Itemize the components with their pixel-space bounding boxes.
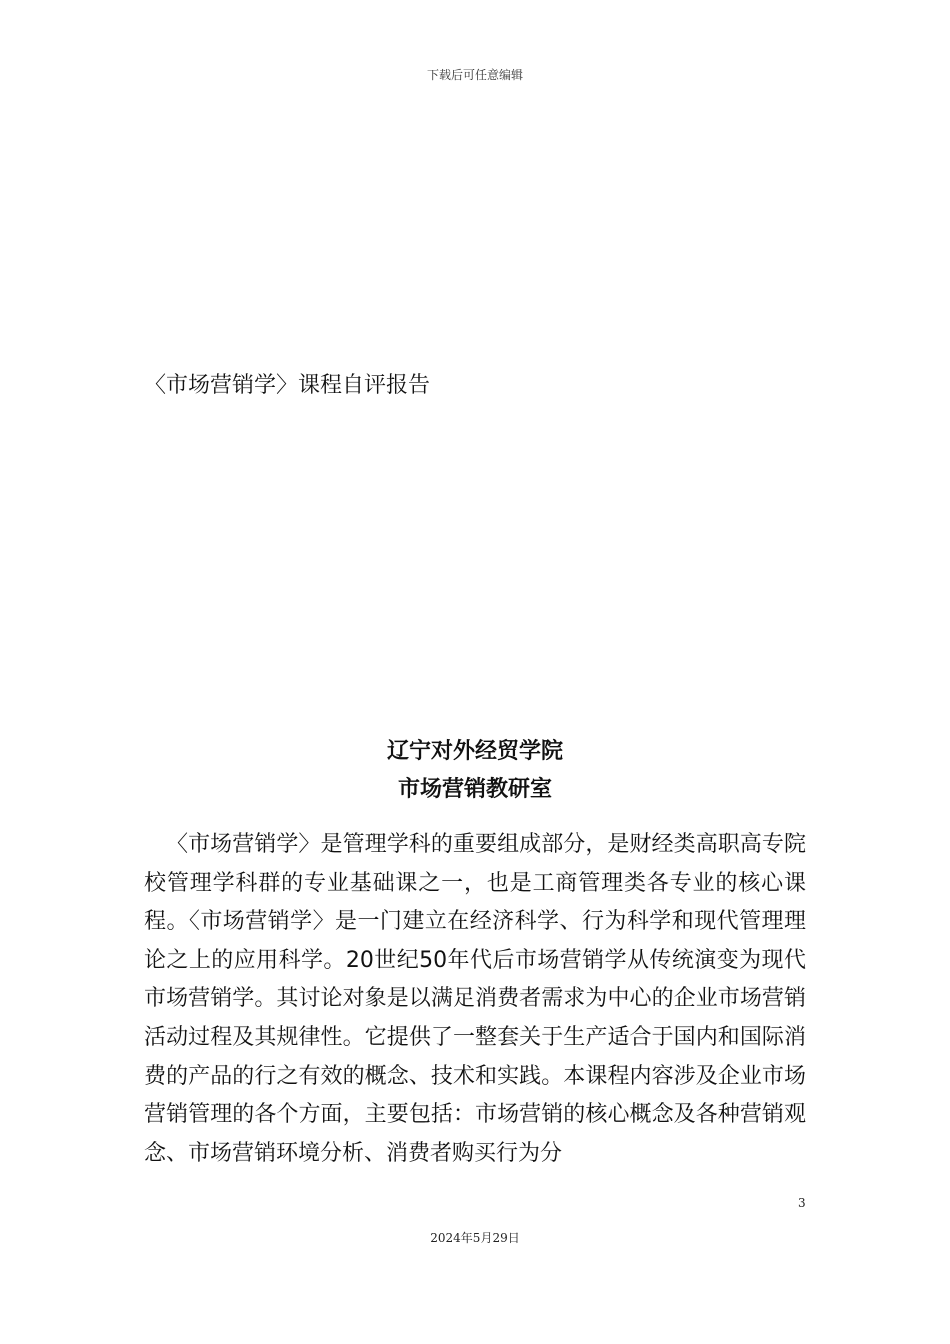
body-paragraph: 〈市场营销学〉是管理学科的重要组成部分，是财经类高职高专院校管理学科群的专业基础课之一，也是工商管理类各专业的核心课程。〈市场营销学〉是一门建立在经济科学、行为科学和现代管理理论之上的应用科学。20世纪50年代后市场营销学从传统演变为现代市场营销学。其讨论对象是以满足消费者需求为中心的企业市场营销活动过程及其规律性。它提供了一整套关于生产适合于国内和国际消费的产品的行之有效的概念、技术和实践。本课程内容涉及企业市场营销管理的各个方面，主要包括：市场营销的核心概念及各种营销观念、市场营销环境分析、消费者购买行为分 [144,832,806,1166]
page-number: 3 [798,1196,806,1210]
page-header: 下载后可任意编辑 [426,68,523,82]
document-title: 〈市场营销学〉课程自评报告 [144,373,431,398]
department-name: 市场营销教研室 [397,777,552,802]
footer-date: 2024年5月29日 [430,1231,520,1245]
organization-name: 辽宁对外经贸学院 [386,739,563,764]
organization-block [0,733,950,809]
